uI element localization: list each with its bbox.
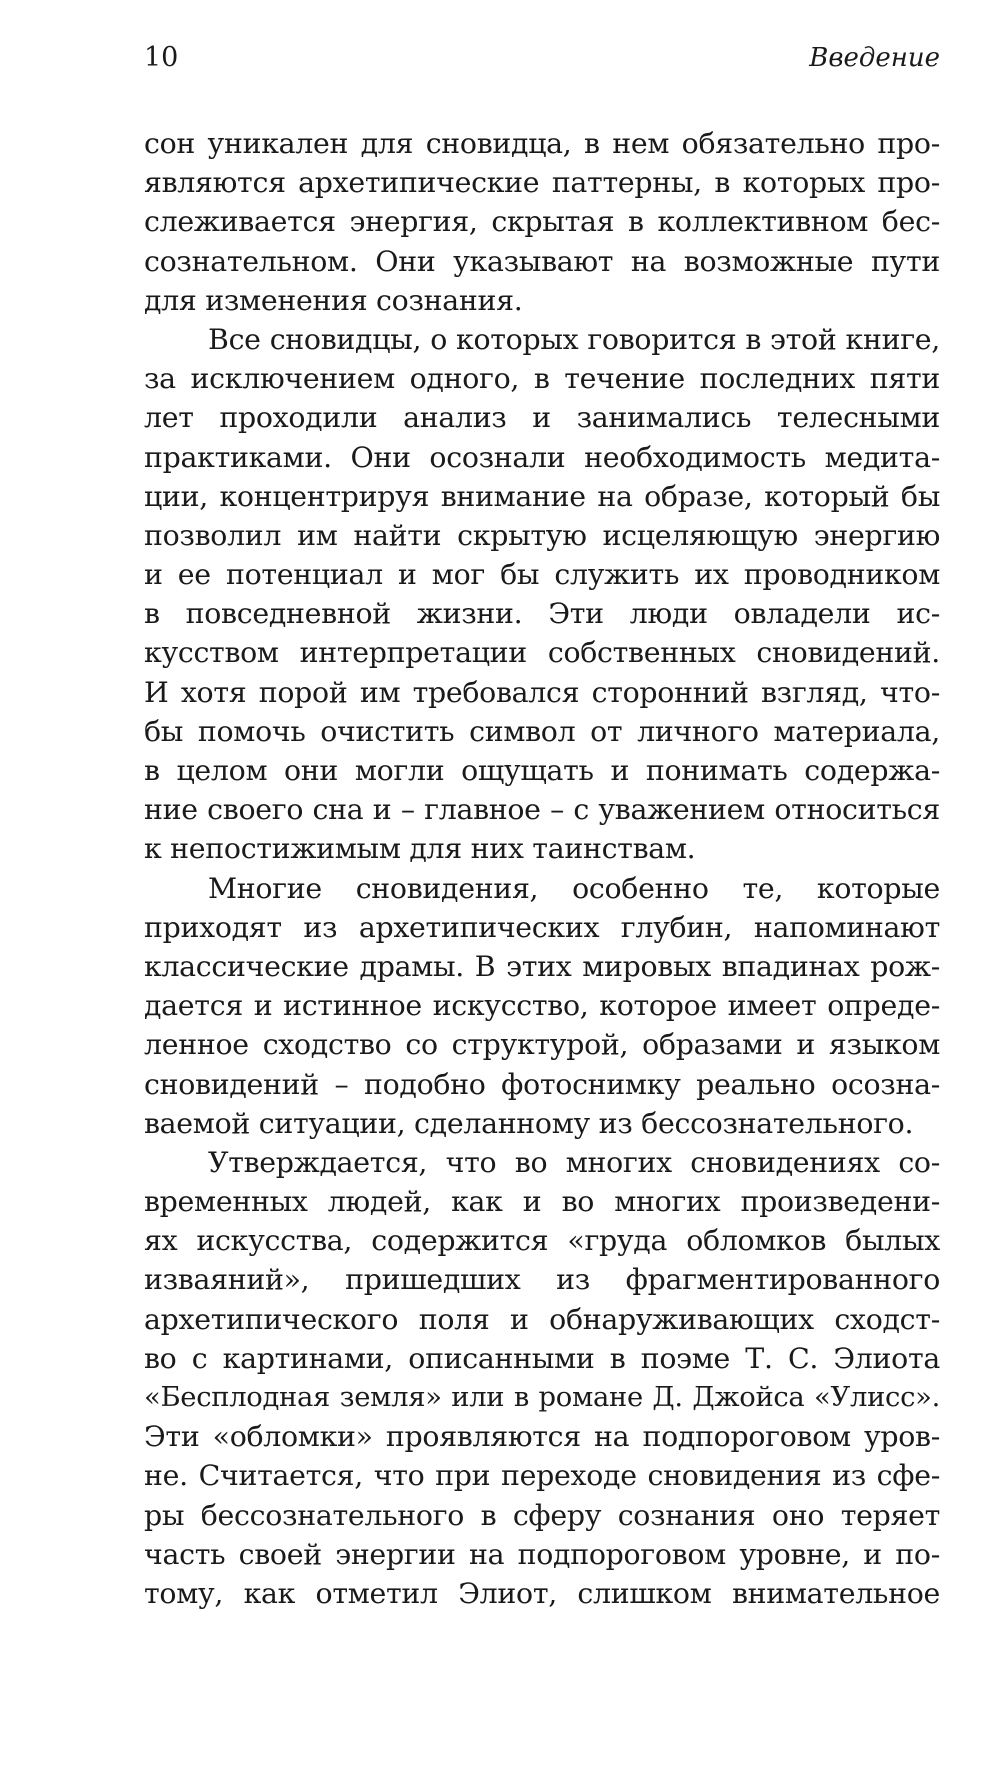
text-line: лет проходили анализ и занимались телесными	[144, 401, 940, 435]
text-line: Многие сновидения, особенно те, которые	[208, 871, 940, 905]
text-line: кусством интерпретации собственных сновидений.	[144, 636, 940, 670]
body-text	[144, 124, 940, 1613]
running-head	[144, 38, 940, 78]
text-line: практиками. Они осознали необходимость медита-	[144, 440, 940, 474]
text-line: архетипического поля и обнаруживающих сходст-	[144, 1302, 940, 1336]
text-line: ях искусства, содержится «груда обломков былых	[144, 1224, 940, 1258]
text-line: для изменения сознания.	[144, 283, 523, 317]
text-line: изваяний», пришедших из фрагментированного	[144, 1263, 940, 1297]
text-line: ние своего сна и – главное – с уважением относиться	[144, 793, 940, 827]
text-line: дается и истинное искусство, которое имеет опреде-	[144, 989, 940, 1023]
text-line: ции, концентрируя внимание на образе, который бы	[144, 479, 940, 513]
text-line: не. Считается, что при переходе сновидения из сфе-	[144, 1459, 940, 1493]
text-line: слеживается энергия, скрытая в коллективном бес-	[144, 205, 940, 239]
text-line: во с картинами, описанными в поэме Т. С. Элиота	[144, 1341, 940, 1375]
text-line: «Бесплодная земля» или в романе Д. Джойса «Улисс».	[144, 1382, 940, 1413]
text-line: часть своей энергии на подпороговом уровне, и по-	[144, 1537, 940, 1571]
section-title: Введение	[809, 43, 940, 73]
text-line: Все сновидцы, о которых говорится в этой книге,	[208, 322, 940, 356]
text-line: Утверждается, что во многих сновидениях со-	[208, 1145, 940, 1179]
text-line: ры бессознательного в сферу сознания оно теряет	[144, 1498, 940, 1532]
text-line: ваемой ситуации, сделанному из бессознательного.	[144, 1106, 914, 1140]
text-line: и ее потенциал и мог бы служить их проводником	[144, 558, 940, 592]
text-line: за исключением одного, в течение последних пяти	[144, 362, 940, 396]
text-line: сновидений – подобно фотоснимку реально осозна-	[144, 1067, 940, 1101]
text-line: Эти «обломки» проявляются на подпороговом уров-	[144, 1420, 940, 1454]
text-line: приходят из архетипических глубин, напоминают	[144, 910, 940, 944]
text-line: являются архетипические паттерны, в которых про-	[144, 166, 940, 200]
text-line: сознательном. Они указывают на возможные пути	[144, 244, 940, 278]
text-line: классические драмы. В этих мировых впадинах рож-	[144, 949, 940, 983]
text-line: ленное сходство со структурой, образами и языком	[144, 1028, 940, 1062]
text-line: в повседневной жизни. Эти люди овладели ис-	[144, 597, 940, 631]
text-line: позволил им найти скрытую исцеляющую энергию	[144, 518, 940, 552]
text-line: к непостижимым для них таинствам.	[144, 832, 696, 866]
page-number: 10	[144, 42, 179, 73]
text-line: в целом они могли ощущать и понимать содержа-	[144, 754, 940, 787]
text-line: сон уникален для сновидца, в нем обязательно про-	[144, 127, 940, 160]
text-line: И хотя порой им требовался сторонний взгляд, что-	[144, 675, 940, 709]
text-line: тому, как отметил Элиот, слишком внимательное	[144, 1576, 940, 1610]
text-line: бы помочь очистить символ от личного материала,	[144, 714, 940, 748]
text-line: временных людей, как и во многих произведени-	[144, 1185, 940, 1219]
